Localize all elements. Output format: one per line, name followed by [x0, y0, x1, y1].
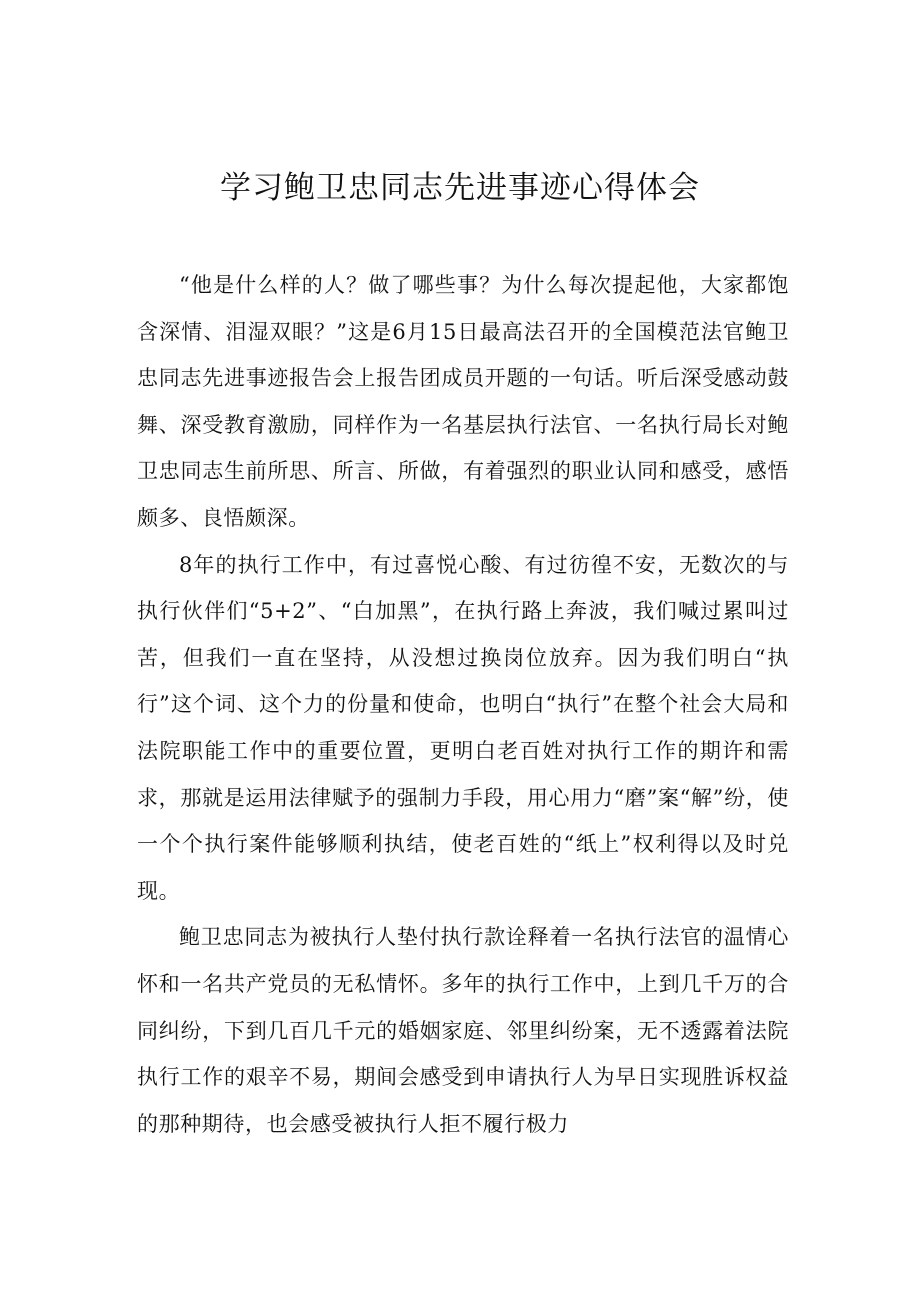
paragraph-2: 8年的执行工作中，有过喜悦心酸、有过彷徨不安，无数次的与执行伙伴们“5+2”、“白加黑”，在执行路上奔波，我们喊过累叫过苦，但我们一直在坚持，从没想过换岗位放弃。因为我们明白“执行”这个词、这个力的份量和使命，也明白“执行”在整个社会大局和法院职能工作中的重要位置，更明白老百姓对执行工作的期许和需求，那就是运用法律赋予的强制力手段，用心用力“磨”案“解”纷，使一个个执行案件能够顺利执结，使老百姓的“纸上”权利得以及时兑现。 [137, 552, 789, 903]
document-body [137, 262, 789, 1147]
paragraph-1: “他是什么样的人？做了哪些事？为什么每次提起他，大家都饱含深情、泪湿双眼？”这是6月15日最高法召开的全国模范法官鲍卫忠同志先进事迹报告会上报告团成员开题的一句话。听后深受感动鼓舞、深受教育激励，同样作为一名基层执行法官、一名执行局长对鲍卫忠同志生前所思、所言、所做，有着强烈的职业认同和感受，感悟颇多、良悟颇深。 [137, 273, 789, 530]
document-title: 学习鲍卫忠同志先进事迹心得体会 [220, 170, 700, 206]
paragraph-3: 鲍卫忠同志为被执行人垫付执行款诠释着一名执行法官的温情心怀和一名共产党员的无私情怀。多年的执行工作中，上到几千万的合同纠纷，下到几百几千元的婚姻家庭、邻里纠纷案，无不透露着法院执行工作的艰辛不易，期间会感受到申请执行人为早日实现胜诉权益的那种期待，也会感受被执行人拒不履行极力 [137, 925, 789, 1136]
